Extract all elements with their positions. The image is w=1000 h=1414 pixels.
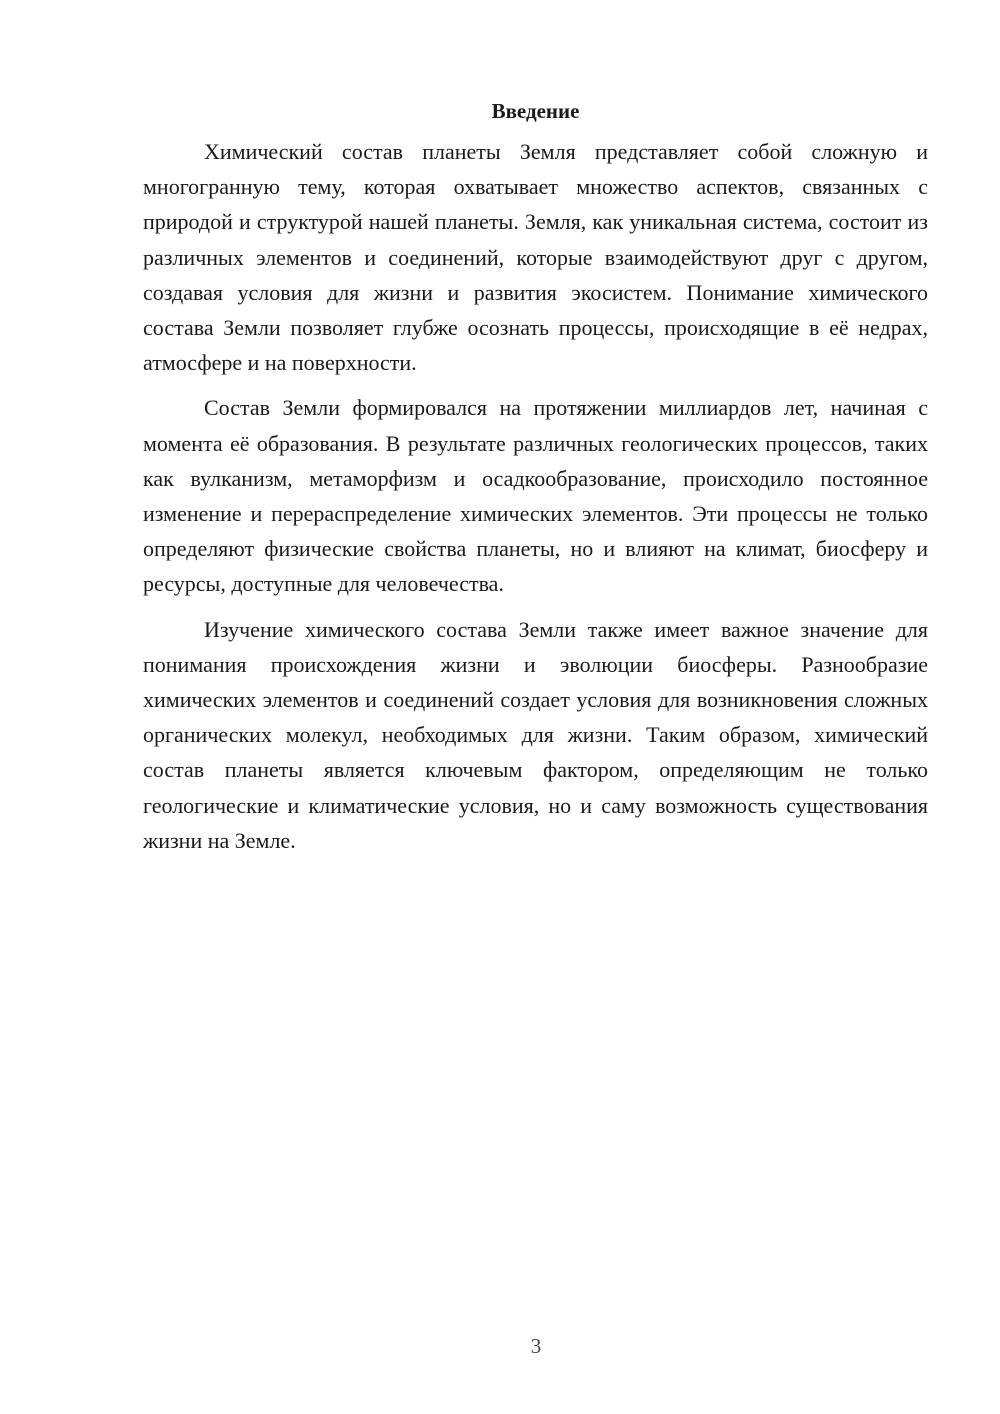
- page-content: [143, 96, 928, 868]
- paragraph-2: Состав Земли формировался на протяжении миллиардов лет, начиная с момента её образования. В результате различных геологических процессов, таких как вулканизм, метаморфизм и осадкообразование, происходило постоянное изменение и перераспределение химических элементов. Эти процессы не только определяют физические свойства планеты, но и влияют на климат, биосферу и ресурсы, доступные для человечества.: [143, 395, 928, 597]
- section-heading: Введение: [491, 99, 580, 123]
- paragraph-1: Химический состав планеты Земля представляет собой сложную и многогранную тему, которая охватывает множество аспектов, связанных с природой и структурой нашей планеты. Земля, как уникальная система, состоит из различных элементов и соединений, которые взаимодействуют друг с другом, создавая условия для жизни и развития экосистем. Понимание химического состава Земли позволяет глубже осознать процессы, происходящие в её недрах, атмосфере и на поверхности.: [143, 139, 928, 376]
- paragraph-3: Изучение химического состава Земли также имеет важное значение для понимания происхождения жизни и эволюции биосферы. Разнообразие химических элементов и соединений создает условия для возникновения сложных органических молекул, необходимых для жизни. Таким образом, химический состав планеты является ключевым фактором, определяющим не только геологические и климатические условия, но и саму возможность существования жизни на Земле.: [143, 616, 928, 853]
- page-number: 3: [530, 1334, 542, 1358]
